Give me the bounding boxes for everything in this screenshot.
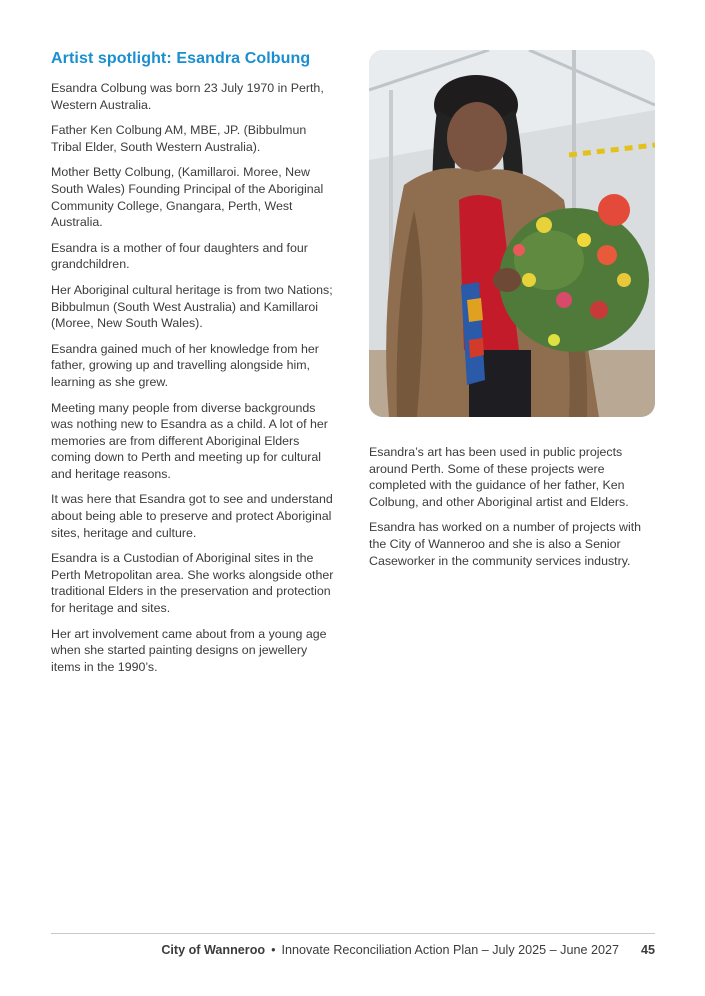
left-column xyxy=(51,50,339,684)
bio-paragraph: Mother Betty Colbung, (Kamillaroi. Moree, New South Wales) Founding Principal of the Aboriginal Community College, Gnangara, Perth, West Australia. xyxy=(51,165,324,230)
footer-doc-title: Innovate Reconciliation Action Plan – July 2025 – June 2027 xyxy=(281,943,619,957)
bio-paragraph: Her Aboriginal cultural heritage is from two Nations; Bibbulmun (South West Australia) and Kamillaroi (Moree, New South Wales). xyxy=(51,282,333,331)
bio-paragraph: Esandra is a Custodian of Aboriginal sites in the Perth Metropolitan area. She works alongside other traditional Elders in the preservation and protection for heritage and sites. xyxy=(51,551,334,616)
bio-paragraph: It was here that Esandra got to see and understand about being able to preserve and protect Aboriginal sites, heritage and culture. xyxy=(51,492,333,540)
bio-paragraph: Esandra is a mother of four daughters and four grandchildren. xyxy=(51,240,308,272)
bio-paragraph: Esandra has worked on a number of projects with the City of Wanneroo and she is also a Senior Caseworker in the community services industry. xyxy=(369,520,642,568)
artist-photo xyxy=(369,50,655,417)
bio-paragraph: Her art involvement came about from a young age when she started painting designs on jewellery items in the 1990’s. xyxy=(51,626,327,674)
page-number: 45 xyxy=(640,943,655,957)
bio-paragraph: Esandra Colbung was born 23 July 1970 in Perth, Western Australia. xyxy=(51,81,324,112)
bio-paragraph: Meeting many people from diverse backgrounds was nothing new to Esandra as a child. A lot of her memories are from different Aboriginal Elders coming down to Perth and meeting up for cultural and heritage reasons. xyxy=(51,400,328,481)
bio-paragraph: Esandra gained much of her knowledge from her father, growing up and travelling alongside him, learning as she grew. xyxy=(51,341,319,389)
footer-org: City of Wanneroo xyxy=(161,943,266,957)
bio-paragraph: Esandra’s art has been used in public projects around Perth. Some of these projects were completed with the guidance of her father, Ken Colbung, and other Aboriginal artist and Elders. xyxy=(369,445,629,509)
footer-separator: • xyxy=(271,943,276,957)
bio-paragraph: Father Ken Colbung AM, MBE, JP. (Bibbulmun Tribal Elder, South Western Australia). xyxy=(51,123,307,154)
right-column xyxy=(369,444,659,578)
page-footer xyxy=(161,943,655,957)
footer-divider xyxy=(51,933,655,934)
section-heading: Artist spotlight: Esandra Colbung xyxy=(51,50,311,67)
